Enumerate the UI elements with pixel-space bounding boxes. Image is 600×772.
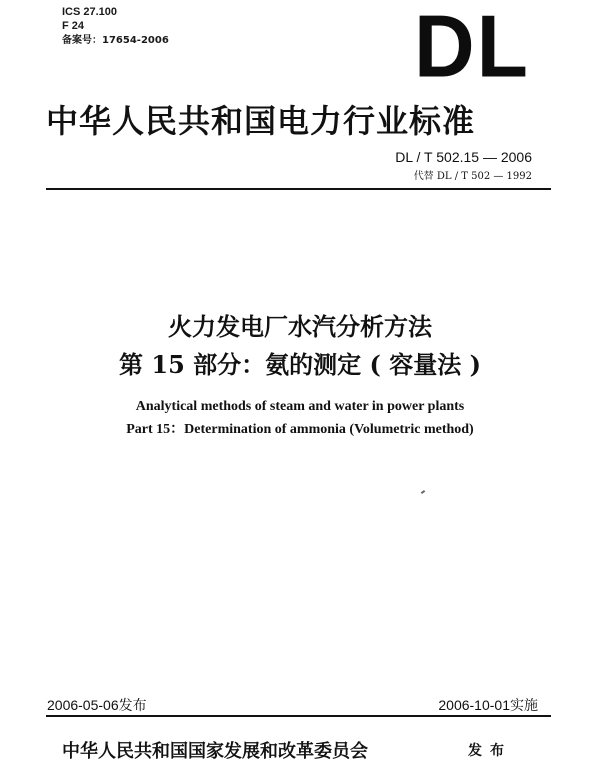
- bottom-divider: [46, 715, 551, 717]
- implementation-date: 2006-10-01实施: [438, 697, 538, 713]
- dl-logo: DL: [414, 0, 530, 96]
- standard-type-heading: 中华人民共和国电力行业标准: [46, 102, 476, 140]
- record-number: 备案号：17654-2006: [62, 35, 169, 46]
- issue-date: 2006-05-06发布: [47, 697, 147, 713]
- scan-speck: [421, 490, 425, 494]
- title-english-part: Part 15：Determination of ammonia (Volumetric method): [126, 422, 474, 437]
- replaces-standard: 代替 DL / T 502 — 1992: [413, 171, 532, 182]
- top-divider: [46, 188, 551, 190]
- title-english-main: Analytical methods of steam and water in power plants: [135, 399, 465, 414]
- publish-label: 发布: [468, 743, 512, 759]
- publisher-name: 中华人民共和国国家发展和改革委员会: [62, 741, 368, 762]
- standard-number: DL / T 502.15 — 2006: [395, 149, 532, 165]
- title-chinese-part: 第 15 部分：氨的测定 ( 容量法 ): [119, 350, 481, 379]
- ics-code: ICS 27.100: [62, 6, 118, 18]
- title-chinese-main: 火力发电厂水汽分析方法: [168, 312, 432, 341]
- classification-code: F 24: [62, 20, 85, 32]
